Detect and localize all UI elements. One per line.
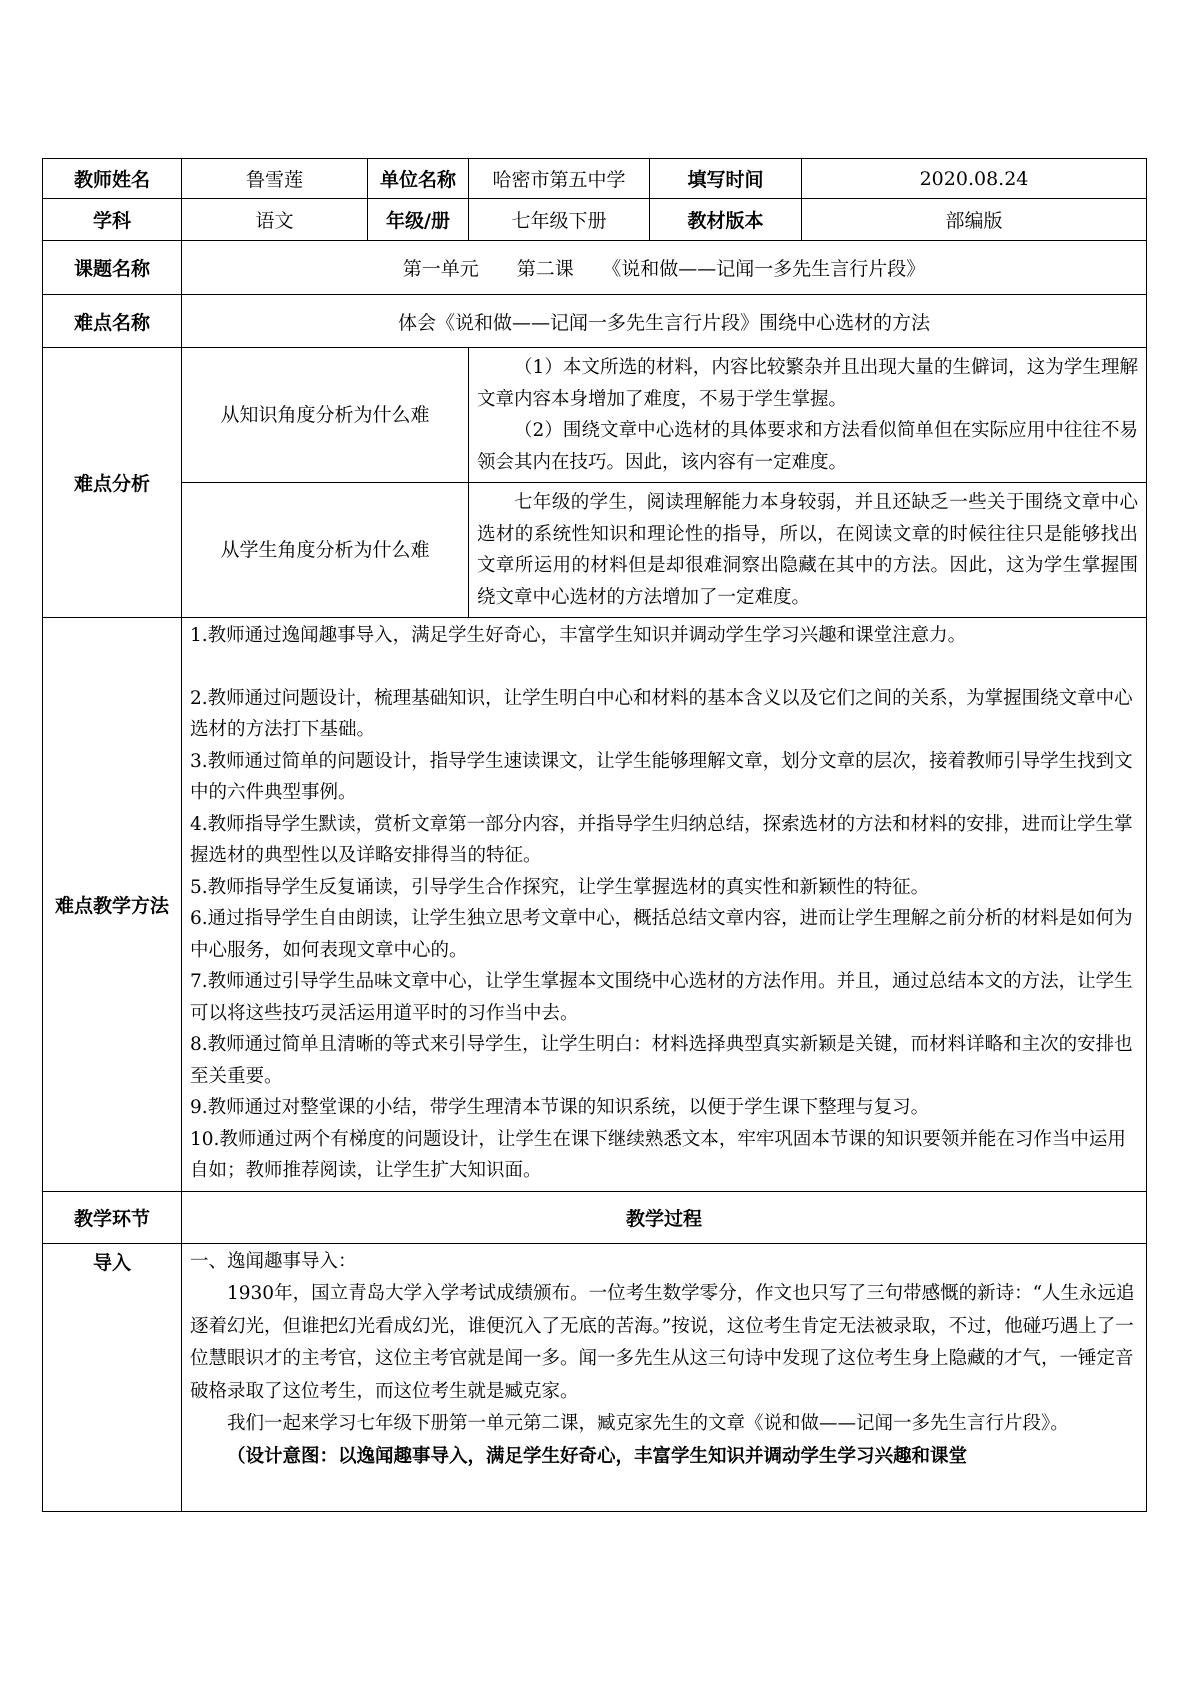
topic-label: 课题名称 — [43, 241, 182, 295]
knowledge-angle-text — [469, 348, 1147, 483]
intro-content — [182, 1243, 1147, 1511]
method-item: 2.教师通过问题设计，梳理基础知识，让学生明白中心和材料的基本含义以及它们之间的关系，为掌握围绕文章中心选材的方法打下基础。 — [190, 687, 1133, 740]
intro-paragraph-1: 1930年，国立青岛大学入学考试成绩颁布。一位考生数学零分，作文也只写了三句带感慨的新诗：“人生永远追逐着幻光，但谁把幻光看成幻光，谁便沉入了无底的苦海。”按说，这位考生肯定无法被录取，不过，他碰巧遇上了一位慧眼识才的主考官，这位主考官就是闻一多。闻一多先生从这三句诗中发现了这位考生身上隐藏的才气，一锤定音破格录取了这位考生，而这位考生就是臧克家。 — [190, 1283, 1135, 1402]
row-analysis-knowledge — [43, 348, 1147, 483]
method-item: 1.教师通过逸闻趣事导入，满足学生好奇心，丰富学生知识并调动学生学习兴趣和课堂注意力。 — [190, 625, 967, 646]
edition-label: 教材版本 — [650, 199, 802, 241]
difficulty-label: 难点名称 — [43, 295, 182, 348]
row-teacher — [43, 159, 1147, 199]
methods-list — [182, 618, 1147, 1192]
row-process-header — [43, 1191, 1147, 1243]
row-methods — [43, 618, 1147, 1192]
student-paragraph-1: 七年级的学生，阅读理解能力本身较弱，并且还缺乏一些关于围绕文章中心选材的系统性知识和理论性的指导，所以，在阅读文章的时候往往只是能够找出文章所运用的材料但是却很难洞察出隐藏在其中的方法。因此，这为学生掌握围绕文章中心选材的方法增加了一定难度。 — [477, 492, 1138, 608]
lesson-plan-table — [42, 158, 1147, 1512]
student-angle-text — [469, 483, 1147, 618]
grade-value: 七年级下册 — [469, 199, 650, 241]
grade-label: 年级/册 — [368, 199, 469, 241]
edition-value: 部编版 — [802, 199, 1147, 241]
knowledge-angle-label: 从知识角度分析为什么难 — [182, 348, 469, 483]
date-value: 2020.08.24 — [802, 159, 1147, 199]
intro-paragraph-2: 我们一起来学习七年级下册第一单元第二课，臧克家先生的文章《说和做——记闻一多先生言行片段》。 — [227, 1413, 1069, 1434]
knowledge-paragraph-2: （2）围绕文章中心选材的具体要求和方法看似简单但在实际应用中往往不易领会其内在技巧。因此，该内容有一定难度。 — [477, 420, 1138, 473]
intro-stage-label: 导入 — [43, 1243, 182, 1511]
student-angle-label: 从学生角度分析为什么难 — [182, 483, 469, 618]
method-gap — [190, 652, 1138, 683]
method-item: 5.教师指导学生反复诵读，引导学生合作探究，让学生掌握选材的真实性和新颖性的特征。 — [190, 876, 930, 898]
design-intent: （设计意图：以逸闻趣事导入，满足学生好奇心，丰富学生知识并调动学生学习兴趣和课堂 — [227, 1445, 968, 1467]
teacher-label: 教师姓名 — [43, 159, 182, 199]
method-item: 4.教师指导学生默读，赏析文章第一部分内容，并指导学生归纳总结，探索选材的方法和材料的安排，进而让学生掌握选材的典型性以及详略安排得当的特征。 — [190, 813, 1133, 866]
unit-label: 单位名称 — [368, 159, 469, 199]
difficulty-value: 体会《说和做——记闻一多先生言行片段》围绕中心选材的方法 — [182, 295, 1147, 348]
row-subject — [43, 199, 1147, 241]
method-item: 6.通过指导学生自由朗读，让学生独立思考文章中心，概括总结文章内容，进而让学生理解之前分析的材料是如何为中心服务，如何表现文章中心的。 — [190, 908, 1133, 961]
subject-value: 语文 — [182, 199, 368, 241]
method-item: 3.教师通过简单的问题设计，指导学生速读课文，让学生能够理解文章，划分文章的层次，接着教师引导学生找到文中的六件典型事例。 — [190, 750, 1133, 803]
row-intro — [43, 1243, 1147, 1511]
row-difficulty — [43, 295, 1147, 348]
method-item: 7.教师通过引导学生品味文章中心，让学生掌握本文围绕中心选材的方法作用。并且，通过总结本文的方法，让学生可以将这些技巧灵活运用道平时的习作当中去。 — [190, 971, 1133, 1024]
methods-label: 难点教学方法 — [43, 618, 182, 1192]
row-topic — [43, 241, 1147, 295]
topic-value: 第一单元 第二课 《说和做——记闻一多先生言行片段》 — [182, 241, 1147, 295]
intro-heading: 一、逸闻趣事导入： — [190, 1250, 357, 1272]
stage-label: 教学环节 — [43, 1191, 182, 1243]
method-item: 9.教师通过对整堂课的小结，带学生理清本节课的知识系统，以便于学生课下整理与复习。 — [190, 1097, 930, 1118]
date-label: 填写时间 — [650, 159, 802, 199]
method-item: 8.教师通过简单且清晰的等式来引导学生，让学生明白：材料选择典型真实新颖是关键，而材料详略和主次的安排也至关重要。 — [190, 1034, 1133, 1087]
subject-label: 学科 — [43, 199, 182, 241]
unit-name: 哈密市第五中学 — [469, 159, 650, 199]
knowledge-paragraph-1: （1）本文所选的材料，内容比较繁杂并且出现大量的生僻词，这为学生理解文章内容本身增加了难度，不易于学生掌握。 — [477, 357, 1138, 410]
row-analysis-student — [43, 483, 1147, 618]
analysis-label: 难点分析 — [43, 348, 182, 618]
process-label: 教学过程 — [182, 1191, 1147, 1243]
method-item: 10.教师通过两个有梯度的问题设计，让学生在课下继续熟悉文本，牢牢巩固本节课的知识要领并能在习作当中运用自如；教师推荐阅读，让学生扩大知识面。 — [190, 1128, 1126, 1181]
teacher-name: 鲁雪莲 — [182, 159, 368, 199]
